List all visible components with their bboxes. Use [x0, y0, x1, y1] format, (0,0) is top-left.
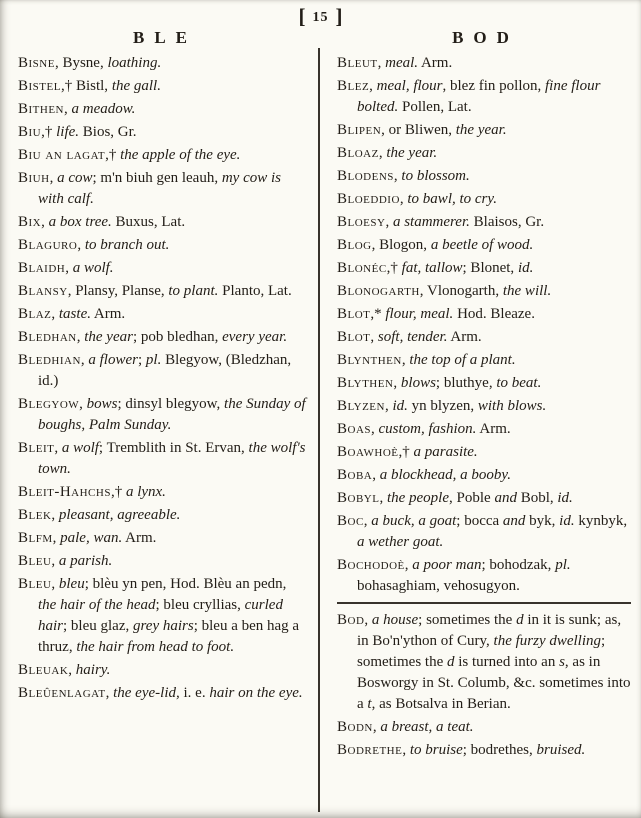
- entry-text: ; dinsyl blegyow,: [117, 396, 225, 412]
- entry-text: , Plansy, Planse,: [67, 283, 169, 299]
- entry-headword: Bodn: [337, 719, 373, 735]
- entry-headword: Blyzen: [337, 398, 385, 414]
- entry-text: s: [559, 654, 565, 670]
- entry-headword: Blog: [337, 237, 372, 253]
- entry-text: Blaisos, Gr.: [469, 214, 545, 230]
- entry-text: kynbyk,: [574, 513, 628, 529]
- entry-text: the Sunday of boughs, Palm Sunday.: [38, 396, 306, 433]
- entry-text: , as Botsalva in Berian.: [371, 696, 511, 712]
- entry-text: life.: [56, 124, 80, 140]
- entry-text: ,: [363, 513, 372, 529]
- entry-text: , or Bliwen,: [381, 122, 456, 138]
- entry-text: , Poble: [449, 490, 495, 506]
- entry-text: my cow is with calf.: [38, 170, 282, 207]
- entry-headword: Biu: [18, 124, 42, 140]
- entry-text: ,: [364, 612, 372, 628]
- entry-headword: Blaguro: [18, 237, 78, 253]
- entry-text: Blegyow, (Bledzhan, id.): [38, 352, 292, 389]
- entry-headword: Bleut: [337, 55, 378, 71]
- entry-headword: Bleit: [18, 440, 55, 456]
- entry-text: taste.: [58, 306, 91, 322]
- entry-headword: Bleûenlagat: [18, 685, 106, 701]
- entry-text: and: [494, 490, 517, 506]
- page-number-bracket-close: ]: [335, 4, 343, 28]
- dictionary-entry: [337, 166, 631, 187]
- entry-text: with blows.: [477, 398, 547, 414]
- entry-text: ,: [401, 352, 410, 368]
- entry-text: to branch out.: [84, 237, 170, 253]
- entry-text: id.: [557, 490, 573, 506]
- entry-text: ; blèu yn pen, Hod. Blèu an pedn,: [84, 576, 287, 592]
- dictionary-entry: [18, 327, 308, 348]
- dictionary-entry: [337, 419, 631, 440]
- entry-text: pale, wan.: [60, 530, 123, 546]
- entry-text: ,: [378, 145, 387, 161]
- dictionary-entry: [18, 482, 308, 503]
- entry-text: ,: [371, 421, 379, 437]
- entry-headword: Bleu: [18, 553, 52, 569]
- entry-text: ,†: [110, 484, 126, 500]
- dictionary-entry: [337, 189, 631, 210]
- dictionary-entry: [18, 76, 308, 97]
- entry-text: , blez fin pollon,: [442, 78, 545, 94]
- entry-text: a wolf: [61, 440, 99, 456]
- entry-text: ; bocca: [456, 513, 503, 529]
- entry-text: ,*: [370, 306, 386, 322]
- entry-text: ; bleu a ben hag a thruz,: [38, 618, 300, 655]
- entry-text: Arm.: [476, 421, 511, 437]
- entry-text: ; sometimes the: [418, 612, 517, 628]
- entry-text: ; Blonet,: [462, 260, 518, 276]
- entry-text: the top of a plant.: [409, 352, 516, 368]
- entry-text: the hair of the head: [38, 597, 156, 613]
- dictionary-entry: [18, 683, 308, 704]
- dictionary-entry: [337, 235, 631, 256]
- entry-headword: Blek: [18, 507, 52, 523]
- entry-text: hair on the eye.: [209, 685, 303, 701]
- dictionary-entry: [337, 740, 631, 761]
- entry-text: a lynx.: [125, 484, 166, 500]
- entry-text: Buxus, Lat.: [111, 214, 186, 230]
- entry-headword: Bithen: [18, 101, 64, 117]
- dictionary-entry: [18, 235, 308, 256]
- entry-text: the eye-lid,: [113, 685, 184, 701]
- entry-text: ,: [402, 742, 410, 758]
- entry-headword: Blythen: [337, 375, 394, 391]
- entry-text: the furzy dwelling: [493, 633, 602, 649]
- entry-text: t: [367, 696, 372, 712]
- entry-text: loathing.: [107, 55, 162, 71]
- entry-text: , as in Bosworgy in St. Columb, &c. sometimes into a: [357, 654, 631, 712]
- dictionary-entry: [337, 281, 631, 302]
- entry-headword: Blonogarth: [337, 283, 420, 299]
- dictionary-entry: [18, 505, 308, 526]
- entry-text: flour, meal.: [385, 306, 454, 322]
- entry-headword: Blaz: [18, 306, 52, 322]
- entry-text: ,: [369, 78, 377, 94]
- dictionary-entry: [18, 212, 308, 233]
- dictionary-entry: [18, 258, 308, 279]
- entry-text: a parish.: [58, 553, 113, 569]
- columns-container: [0, 53, 641, 763]
- entry-headword: Bisne: [18, 55, 55, 71]
- entry-text: pl.: [555, 557, 571, 573]
- entry-text: ; bluthye,: [435, 375, 497, 391]
- dictionary-entry: [18, 53, 308, 74]
- entry-text: a parasite.: [413, 444, 478, 460]
- left-column: [0, 53, 320, 763]
- dictionary-entry: [18, 394, 308, 436]
- entry-text: the wolf's town.: [38, 440, 306, 477]
- entry-text: ;: [137, 352, 146, 368]
- dictionary-entry: [337, 373, 631, 394]
- entry-headword: Bloaz: [337, 145, 379, 161]
- entry-text: a stammerer.: [392, 214, 470, 230]
- entry-text: ,: [372, 719, 381, 735]
- entry-text: to bruise: [409, 742, 463, 758]
- entry-text: ; bleu glaz,: [63, 618, 133, 634]
- dictionary-entry: [18, 145, 308, 166]
- entry-text: in it is sunk; as, in Bo'n'ython of Cury,: [357, 612, 622, 649]
- dictionary-entry: [18, 574, 308, 658]
- entry-text: a wether goat.: [357, 534, 444, 550]
- entry-text: the hair from head to foot.: [76, 639, 235, 655]
- entry-headword: Bod: [337, 612, 365, 628]
- entry-text: ,: [51, 306, 59, 322]
- entry-text: ,: [393, 375, 401, 391]
- entry-headword: Biuh: [18, 170, 50, 186]
- entry-text: ; bodrethes,: [462, 742, 537, 758]
- entry-headword: Boba: [337, 467, 373, 483]
- entry-text: ,: [49, 170, 58, 186]
- entry-text: ,†: [41, 124, 57, 140]
- entry-text: a flower: [88, 352, 138, 368]
- entry-text: ; Tremblith in St. Ervan,: [98, 440, 249, 456]
- entry-text: Arm.: [447, 329, 482, 345]
- entry-text: a cow: [57, 170, 93, 186]
- entry-text: ,† Bistl,: [60, 78, 112, 94]
- entry-text: id.: [517, 260, 534, 276]
- entry-text: a box tree.: [48, 214, 112, 230]
- column-header-left: BLE: [132, 28, 198, 47]
- dictionary-entry: [18, 438, 308, 480]
- entry-headword: Boawhoè: [337, 444, 399, 460]
- entry-text: ; pob bledhan,: [132, 329, 223, 345]
- entry-text: Pollen, Lat.: [398, 99, 472, 115]
- entry-text: a blockhead, a booby.: [379, 467, 511, 483]
- entry-text: bohasaghiam, vehosugyon.: [357, 578, 520, 594]
- dictionary-entry: [337, 304, 631, 325]
- entry-text: fine flour bolted.: [357, 78, 601, 115]
- entry-text: ,: [105, 685, 114, 701]
- entry-text: ,: [51, 553, 59, 569]
- entry-text: ,†: [386, 260, 402, 276]
- entry-headword: Boas: [337, 421, 372, 437]
- entry-text: the will.: [502, 283, 552, 299]
- entry-text: ,: [79, 396, 87, 412]
- entry-text: Bios, Gr.: [79, 124, 137, 140]
- entry-headword: Blot: [337, 306, 371, 322]
- dictionary-entry: [18, 122, 308, 143]
- entry-headword: Bochodoè: [337, 557, 405, 573]
- entry-text: soft, tender.: [377, 329, 448, 345]
- entry-text: ,: [385, 214, 393, 230]
- entry-text: Arm.: [90, 306, 126, 322]
- entry-headword: Blodens: [337, 168, 394, 184]
- dictionary-entry: [337, 488, 631, 509]
- entry-text: Planto, Lat.: [218, 283, 292, 299]
- entry-text: a house: [371, 612, 419, 628]
- entry-headword: Bleu: [18, 576, 52, 592]
- entry-headword: Boc: [337, 513, 364, 529]
- entry-text: is turned into an: [454, 654, 560, 670]
- entry-text: to blossom.: [401, 168, 470, 184]
- entry-text: Bobl,: [516, 490, 558, 506]
- entry-text: ,: [52, 530, 61, 546]
- entry-text: blows: [400, 375, 436, 391]
- entry-text: hairy.: [75, 662, 111, 678]
- entry-text: ,: [77, 237, 85, 253]
- entry-text: ,: [379, 490, 387, 506]
- dictionary-entry: [18, 281, 308, 302]
- entry-text: byk,: [525, 513, 560, 529]
- dictionary-entry: [337, 258, 631, 279]
- entry-headword: Blynthen: [337, 352, 402, 368]
- dictionary-entry: [18, 528, 308, 549]
- entry-headword: Bodrethe: [337, 742, 403, 758]
- entry-text: ; m'n biuh gen leauh,: [92, 170, 222, 186]
- entry-text: a meadow.: [71, 101, 136, 117]
- dictionary-entry: [337, 511, 631, 553]
- dictionary-entry: [337, 465, 631, 486]
- dictionary-entry: [18, 551, 308, 572]
- entry-text: a poor man: [412, 557, 482, 573]
- entry-text: meal.: [385, 55, 419, 71]
- dictionary-entry: [337, 350, 631, 371]
- entry-text: id.: [392, 398, 408, 414]
- entry-text: pleasant, agreeable.: [58, 507, 181, 523]
- entry-headword: Bistel: [18, 78, 61, 94]
- entry-text: yn blyzen,: [407, 398, 478, 414]
- entry-headword: Blansy: [18, 283, 68, 299]
- entry-text: the gall.: [111, 78, 161, 94]
- entry-text: curled hair: [38, 597, 283, 634]
- entry-text: to beat.: [496, 375, 542, 391]
- entry-headword: Bloesy: [337, 214, 386, 230]
- column-headers: [0, 28, 641, 48]
- entry-text: ,†: [398, 444, 414, 460]
- entry-text: and: [502, 513, 526, 529]
- entry-headword: Biu an lagat: [18, 147, 106, 163]
- dictionary-entry: [337, 327, 631, 348]
- entry-text: bows: [86, 396, 118, 412]
- column-header-right: BOD: [452, 28, 519, 47]
- dictionary-entry: [18, 99, 308, 120]
- entry-text: id.: [559, 513, 575, 529]
- entry-text: a beetle of wood.: [430, 237, 534, 253]
- page-number-value: 15: [312, 10, 329, 25]
- entry-text: the apple of the eye.: [120, 147, 241, 163]
- entry-text: ,: [64, 101, 72, 117]
- entry-text: ,†: [105, 147, 121, 163]
- dictionary-entry: [337, 442, 631, 463]
- entry-text: ,: [54, 440, 62, 456]
- entry-text: ; bleu cryllias,: [155, 597, 245, 613]
- entry-text: the people: [386, 490, 450, 506]
- entry-text: ,: [399, 191, 408, 207]
- dictionary-entry: [337, 76, 631, 118]
- entry-headword: Blaidh: [18, 260, 66, 276]
- entry-text: ,: [51, 507, 59, 523]
- entry-text: Hod. Bleaze.: [453, 306, 535, 322]
- dictionary-entry: [337, 555, 631, 597]
- entry-headword: Bix: [18, 214, 42, 230]
- dictionary-entry: [337, 143, 631, 164]
- dictionary-entry: [18, 660, 308, 681]
- entry-text: , Blogon,: [371, 237, 431, 253]
- entry-text: pl.: [145, 352, 162, 368]
- entry-text: fat, tallow: [401, 260, 463, 276]
- entry-text: the year: [84, 329, 133, 345]
- dictionary-entry: [337, 120, 631, 141]
- entry-text: ,: [76, 329, 85, 345]
- entry-headword: Bobyl: [337, 490, 380, 506]
- entry-text: ,: [370, 329, 378, 345]
- entry-text: to bawl, to cry.: [407, 191, 497, 207]
- dictionary-entry: [18, 304, 308, 325]
- entry-headword: Blfm: [18, 530, 53, 546]
- entry-text: , Bysne,: [54, 55, 108, 71]
- entry-text: Arm.: [122, 530, 157, 546]
- entry-text: the year.: [386, 145, 438, 161]
- entry-headword: Bleit-Hahchs: [18, 484, 111, 500]
- entry-headword: Blipen: [337, 122, 382, 138]
- entry-text: a buck, a goat: [371, 513, 457, 529]
- entry-headword: Bloeddio: [337, 191, 400, 207]
- page-number: [0, 4, 641, 29]
- entry-text: every year.: [222, 329, 288, 345]
- entry-text: ,: [41, 214, 49, 230]
- entry-headword: Bledhian: [18, 352, 81, 368]
- entry-text: a breast, a teat.: [380, 719, 474, 735]
- entry-text: to plant.: [168, 283, 219, 299]
- entry-text: ; bohodzak,: [481, 557, 556, 573]
- dictionary-entry: [337, 396, 631, 417]
- entry-headword: Blot: [337, 329, 371, 345]
- entry-headword: Blez: [337, 78, 370, 94]
- entry-text: a wolf.: [72, 260, 114, 276]
- entry-text: ,: [51, 576, 59, 592]
- entry-text: d: [447, 654, 455, 670]
- entry-headword: Bledhan: [18, 329, 77, 345]
- dictionary-entry: [18, 350, 308, 392]
- entry-text: i. e.: [183, 685, 210, 701]
- entry-text: meal, flour: [376, 78, 443, 94]
- entry-headword: Blonéc: [337, 260, 387, 276]
- entry-text: bleu: [58, 576, 85, 592]
- entry-text: the year.: [455, 122, 507, 138]
- dictionary-entry: [18, 168, 308, 210]
- entry-text: ,: [372, 467, 380, 483]
- entry-text: ,: [68, 662, 76, 678]
- dictionary-entry: [337, 53, 631, 74]
- entry-text: ,: [377, 55, 386, 71]
- entry-text: , Vlonogarth,: [419, 283, 503, 299]
- entry-text: ,: [65, 260, 73, 276]
- entry-text: Arm.: [418, 55, 453, 71]
- entry-text: ,: [404, 557, 413, 573]
- entry-text: ,: [393, 168, 402, 184]
- entry-headword: Bleuak: [18, 662, 69, 678]
- entry-text: ,: [384, 398, 393, 414]
- right-column: [320, 53, 641, 763]
- entry-text: bruised.: [536, 742, 586, 758]
- dictionary-entry: [337, 610, 631, 715]
- dictionary-entry: [337, 212, 631, 233]
- entry-text: d: [516, 612, 524, 628]
- entry-text: grey hairs: [133, 618, 194, 634]
- entry-text: ,: [80, 352, 89, 368]
- page-number-bracket-open: [: [298, 4, 306, 28]
- entry-separator-line: [337, 602, 631, 604]
- entry-headword: Blegyow: [18, 396, 80, 412]
- entry-text: custom, fashion.: [378, 421, 477, 437]
- dictionary-entry: [337, 717, 631, 738]
- entry-text: ; sometimes the: [357, 633, 606, 670]
